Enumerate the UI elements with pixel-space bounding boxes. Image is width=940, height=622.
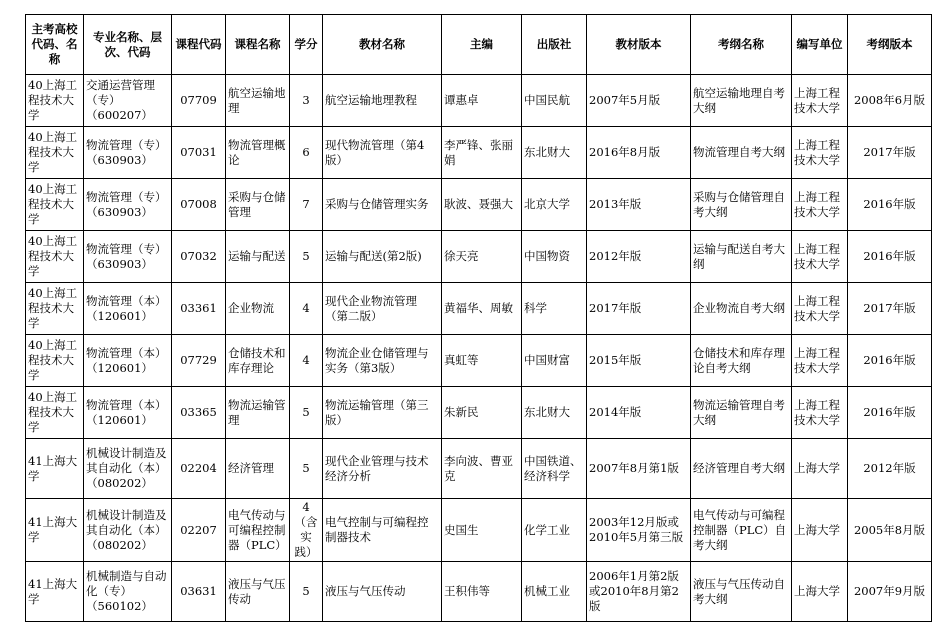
cell-school: 40上海工程技术大学 [26, 387, 84, 439]
cell-credit: 7 [290, 179, 323, 231]
cell-course: 液压与气压传动 [226, 562, 290, 622]
cell-code: 02207 [172, 499, 226, 562]
cell-code: 07729 [172, 335, 226, 387]
cell-textbook: 航空运输地理教程 [323, 75, 442, 127]
cell-code: 07031 [172, 127, 226, 179]
header-major: 专业名称、层次、代码 [84, 15, 172, 75]
cell-school: 40上海工程技术大学 [26, 335, 84, 387]
cell-unit: 上海工程技术大学 [792, 283, 848, 335]
cell-editor: 谭惠卓 [442, 75, 522, 127]
cell-major: 物流管理（本）（120601） [84, 387, 172, 439]
cell-course: 经济管理 [226, 439, 290, 499]
cell-publisher: 东北财大 [522, 127, 587, 179]
cell-code: 02204 [172, 439, 226, 499]
cell-publisher: 中国铁道、经济科学 [522, 439, 587, 499]
cell-edition: 2007年5月版 [587, 75, 691, 127]
cell-editor: 王积伟等 [442, 562, 522, 622]
cell-editor: 徐天亮 [442, 231, 522, 283]
cell-syllabus: 采购与仓储管理自考大纲 [691, 179, 792, 231]
table-row [26, 387, 932, 439]
header-code: 课程代码 [172, 15, 226, 75]
cell-edition: 2016年8月版 [587, 127, 691, 179]
cell-credit: 4（含实践） [290, 499, 323, 562]
cell-school: 40上海工程技术大学 [26, 75, 84, 127]
cell-school: 41上海大学 [26, 439, 84, 499]
cell-major: 物流管理（专）（630903） [84, 179, 172, 231]
cell-textbook: 现代企业物流管理（第二版） [323, 283, 442, 335]
cell-major: 机械设计制造及其自动化（本）（080202） [84, 439, 172, 499]
cell-edition: 2003年12月版或2010年5月第三版 [587, 499, 691, 562]
cell-syllabus: 企业物流自考大纲 [691, 283, 792, 335]
cell-major: 物流管理（专）（630903） [84, 231, 172, 283]
table-row [26, 179, 932, 231]
header-syllabus: 考纲名称 [691, 15, 792, 75]
cell-unit: 上海工程技术大学 [792, 387, 848, 439]
cell-syllabus-edition: 2017年版 [848, 127, 932, 179]
table-row [26, 75, 932, 127]
table-row [26, 231, 932, 283]
cell-school: 41上海大学 [26, 499, 84, 562]
cell-edition: 2015年版 [587, 335, 691, 387]
header-school: 主考高校代码、名称 [26, 15, 84, 75]
cell-unit: 上海大学 [792, 439, 848, 499]
header-publisher: 出版社 [522, 15, 587, 75]
cell-publisher: 中国民航 [522, 75, 587, 127]
cell-unit: 上海工程技术大学 [792, 75, 848, 127]
table-row [26, 499, 932, 562]
cell-unit: 上海大学 [792, 499, 848, 562]
cell-major: 交通运营管理（专）（600207） [84, 75, 172, 127]
cell-major: 物流管理（专）（630903） [84, 127, 172, 179]
header-editor: 主编 [442, 15, 522, 75]
cell-major: 物流管理（本）（120601） [84, 335, 172, 387]
cell-syllabus: 经济管理自考大纲 [691, 439, 792, 499]
cell-edition: 2006年1月第2版或2010年8月第2版 [587, 562, 691, 622]
course-table [25, 14, 932, 622]
cell-school: 40上海工程技术大学 [26, 283, 84, 335]
cell-syllabus: 物流管理自考大纲 [691, 127, 792, 179]
table-row [26, 283, 932, 335]
cell-course: 电气传动与可编程控制器（PLC） [226, 499, 290, 562]
cell-syllabus-edition: 2016年版 [848, 179, 932, 231]
cell-school: 40上海工程技术大学 [26, 231, 84, 283]
cell-code: 03631 [172, 562, 226, 622]
header-unit: 编写单位 [792, 15, 848, 75]
cell-code: 07008 [172, 179, 226, 231]
header-course: 课程名称 [226, 15, 290, 75]
cell-editor: 黄福华、周敏 [442, 283, 522, 335]
cell-textbook: 电气控制与可编程控制器技术 [323, 499, 442, 562]
cell-edition: 2007年8月第1版 [587, 439, 691, 499]
cell-textbook: 物流运输管理（第三版） [323, 387, 442, 439]
cell-syllabus-edition: 2007年9月版 [848, 562, 932, 622]
cell-syllabus-edition: 2016年版 [848, 231, 932, 283]
cell-publisher: 机械工业 [522, 562, 587, 622]
cell-editor: 史国生 [442, 499, 522, 562]
cell-code: 07032 [172, 231, 226, 283]
cell-school: 40上海工程技术大学 [26, 127, 84, 179]
cell-code: 03361 [172, 283, 226, 335]
cell-syllabus: 仓储技术和库存理论自考大纲 [691, 335, 792, 387]
cell-syllabus: 运输与配送自考大纲 [691, 231, 792, 283]
cell-unit: 上海工程技术大学 [792, 231, 848, 283]
cell-unit: 上海工程技术大学 [792, 127, 848, 179]
cell-code: 03365 [172, 387, 226, 439]
cell-course: 采购与仓储管理 [226, 179, 290, 231]
cell-textbook: 物流企业仓储管理与实务（第3版） [323, 335, 442, 387]
cell-credit: 4 [290, 335, 323, 387]
cell-course: 运输与配送 [226, 231, 290, 283]
cell-editor: 耿波、聂强大 [442, 179, 522, 231]
cell-unit: 上海大学 [792, 562, 848, 622]
header-textbook: 教材名称 [323, 15, 442, 75]
table-row [26, 335, 932, 387]
cell-credit: 5 [290, 562, 323, 622]
cell-syllabus-edition: 2012年版 [848, 439, 932, 499]
cell-course: 物流管理概论 [226, 127, 290, 179]
cell-unit: 上海工程技术大学 [792, 335, 848, 387]
cell-unit: 上海工程技术大学 [792, 179, 848, 231]
header-syllabus-edition: 考纲版本 [848, 15, 932, 75]
cell-textbook: 现代企业管理与技术经济分析 [323, 439, 442, 499]
cell-textbook: 现代物流管理（第4版） [323, 127, 442, 179]
cell-school: 41上海大学 [26, 562, 84, 622]
cell-credit: 6 [290, 127, 323, 179]
header-credit: 学分 [290, 15, 323, 75]
cell-school: 40上海工程技术大学 [26, 179, 84, 231]
cell-course: 仓储技术和库存理论 [226, 335, 290, 387]
cell-publisher: 化学工业 [522, 499, 587, 562]
cell-course: 物流运输管理 [226, 387, 290, 439]
cell-syllabus-edition: 2005年8月版 [848, 499, 932, 562]
header-row [26, 15, 932, 75]
cell-textbook: 采购与仓储管理实务 [323, 179, 442, 231]
cell-major: 机械设计制造及其自动化（本）（080202） [84, 499, 172, 562]
cell-editor: 李严锋、张丽娟 [442, 127, 522, 179]
cell-edition: 2012年版 [587, 231, 691, 283]
cell-publisher: 中国物资 [522, 231, 587, 283]
cell-syllabus: 液压与气压传动自考大纲 [691, 562, 792, 622]
cell-publisher: 东北财大 [522, 387, 587, 439]
cell-major: 机械制造与自动化（专）（560102） [84, 562, 172, 622]
cell-textbook: 液压与气压传动 [323, 562, 442, 622]
cell-course: 航空运输地理 [226, 75, 290, 127]
table-row [26, 562, 932, 622]
cell-editor: 朱新民 [442, 387, 522, 439]
cell-syllabus: 航空运输地理自考大纲 [691, 75, 792, 127]
cell-code: 07709 [172, 75, 226, 127]
cell-publisher: 科学 [522, 283, 587, 335]
cell-edition: 2013年版 [587, 179, 691, 231]
cell-editor: 李向波、曹亚克 [442, 439, 522, 499]
cell-publisher: 中国财富 [522, 335, 587, 387]
cell-credit: 4 [290, 283, 323, 335]
cell-credit: 5 [290, 387, 323, 439]
cell-syllabus-edition: 2016年版 [848, 335, 932, 387]
header-edition: 教材版本 [587, 15, 691, 75]
cell-publisher: 北京大学 [522, 179, 587, 231]
cell-textbook: 运输与配送(第2版) [323, 231, 442, 283]
cell-edition: 2014年版 [587, 387, 691, 439]
cell-syllabus-edition: 2016年版 [848, 387, 932, 439]
table-row [26, 439, 932, 499]
cell-credit: 3 [290, 75, 323, 127]
cell-credit: 5 [290, 439, 323, 499]
cell-syllabus: 物流运输管理自考大纲 [691, 387, 792, 439]
table-row [26, 127, 932, 179]
cell-course: 企业物流 [226, 283, 290, 335]
cell-major: 物流管理（本）（120601） [84, 283, 172, 335]
cell-syllabus: 电气传动与可编程控制器（PLC）自考大纲 [691, 499, 792, 562]
cell-editor: 真虹等 [442, 335, 522, 387]
cell-edition: 2017年版 [587, 283, 691, 335]
cell-syllabus-edition: 2008年6月版 [848, 75, 932, 127]
cell-credit: 5 [290, 231, 323, 283]
cell-syllabus-edition: 2017年版 [848, 283, 932, 335]
